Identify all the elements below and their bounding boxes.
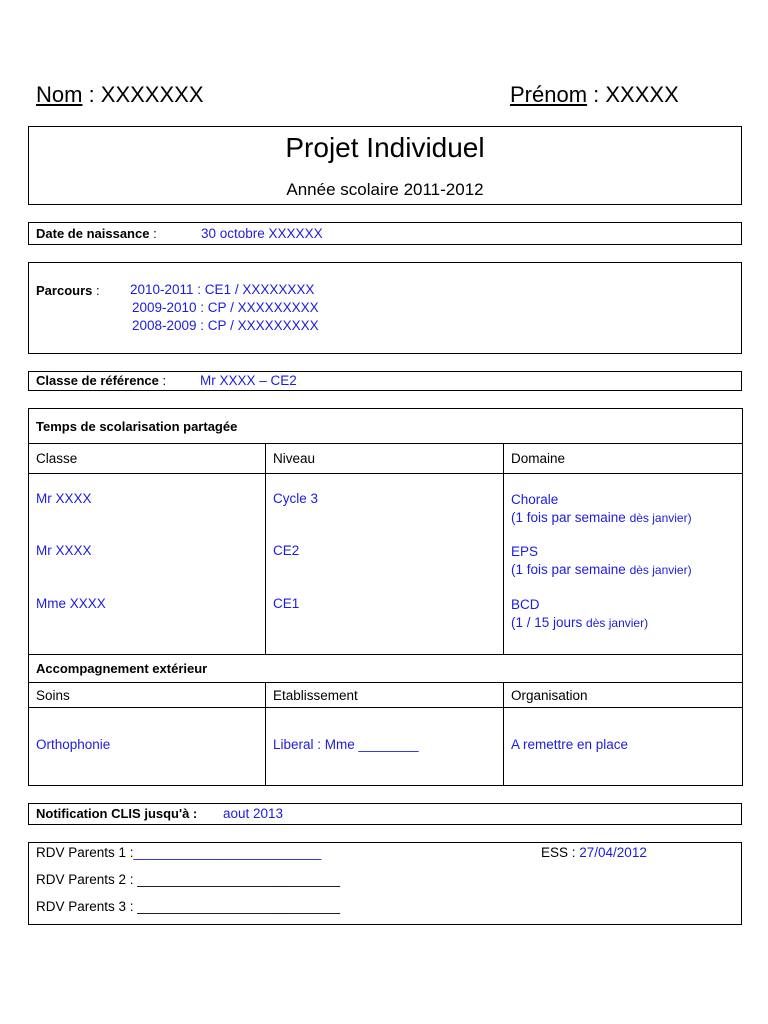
document-title: Projet Individuel bbox=[285, 132, 485, 163]
list-item: CE1 bbox=[273, 596, 300, 611]
rdv-parents-3: RDV Parents 3 : ___________________________ bbox=[36, 899, 341, 914]
column-header: Domaine bbox=[504, 444, 743, 474]
niveau-cell bbox=[266, 474, 504, 655]
column-header: Niveau bbox=[266, 444, 504, 474]
birthdate-value: 30 octobre XXXXXX bbox=[201, 226, 323, 241]
birthdate-box bbox=[28, 222, 742, 245]
table-row bbox=[29, 708, 743, 786]
list-item: Mr XXXX bbox=[36, 543, 92, 558]
prenom-label: Prénom bbox=[510, 82, 588, 107]
list-item: Chorale (1 fois par semaine dès janvier) bbox=[511, 492, 692, 525]
list-item: EPS (1 fois par semaine dès janvier) bbox=[511, 544, 692, 577]
shared-schooling-title: Temps de scolarisation partagée bbox=[29, 409, 743, 444]
notification-value: aout 2013 bbox=[223, 806, 284, 821]
column-header: Classe bbox=[29, 444, 266, 474]
parcours-box bbox=[28, 262, 742, 354]
nom-label: Nom bbox=[36, 82, 83, 107]
etablissement-cell: Liberal : Mme ________ bbox=[266, 708, 504, 786]
organisation-cell: A remettre en place bbox=[504, 708, 743, 786]
list-item: Mr XXXX bbox=[36, 491, 92, 506]
rdv-box bbox=[28, 842, 742, 925]
title-box bbox=[28, 126, 742, 205]
parcours-line: 2009-2010 : CP / XXXXXXXXX bbox=[132, 300, 319, 315]
table-row bbox=[29, 474, 743, 655]
birthdate-label: Date de naissance : bbox=[36, 226, 157, 241]
list-item: Cycle 3 bbox=[273, 491, 319, 506]
parcours-line: 2010-2011 : CE1 / XXXXXXXX bbox=[130, 282, 315, 297]
reference-class-label: Classe de référence : bbox=[36, 373, 167, 388]
domaine-cell bbox=[504, 474, 743, 655]
prenom-value: : XXXXX bbox=[587, 82, 679, 107]
soins-cell: Orthophonie bbox=[29, 708, 266, 786]
list-item: CE2 bbox=[273, 543, 300, 558]
column-header: Etablissement bbox=[266, 683, 504, 708]
nom-value: : XXXXXXX bbox=[82, 82, 204, 107]
schedule-table bbox=[28, 408, 743, 786]
classe-cell bbox=[29, 474, 266, 655]
rdv-parents-2: RDV Parents 2 : ___________________________ bbox=[36, 872, 341, 887]
parcours-line: 2008-2009 : CP / XXXXXXXXX bbox=[132, 318, 319, 333]
notification-box bbox=[28, 803, 742, 825]
external-support-title: Accompagnement extérieur bbox=[29, 655, 743, 683]
list-item: BCD (1 / 15 jours dès janvier) bbox=[511, 597, 649, 630]
ess-date: ESS : 27/04/2012 bbox=[541, 845, 647, 860]
reference-class-box bbox=[28, 371, 742, 391]
parcours-label: Parcours : bbox=[36, 283, 100, 298]
column-header: Soins bbox=[29, 683, 266, 708]
rdv-parents-1: RDV Parents 1 :_________________________ bbox=[36, 845, 322, 860]
prenom-field bbox=[510, 82, 679, 108]
reference-class-value: Mr XXXX – CE2 bbox=[200, 373, 297, 388]
school-year: Année scolaire 2011-2012 bbox=[286, 180, 484, 199]
list-item: Mme XXXX bbox=[36, 596, 106, 611]
column-header: Organisation bbox=[504, 683, 743, 708]
nom-field bbox=[36, 82, 204, 108]
notification-label: Notification CLIS jusqu'à : bbox=[36, 806, 198, 821]
